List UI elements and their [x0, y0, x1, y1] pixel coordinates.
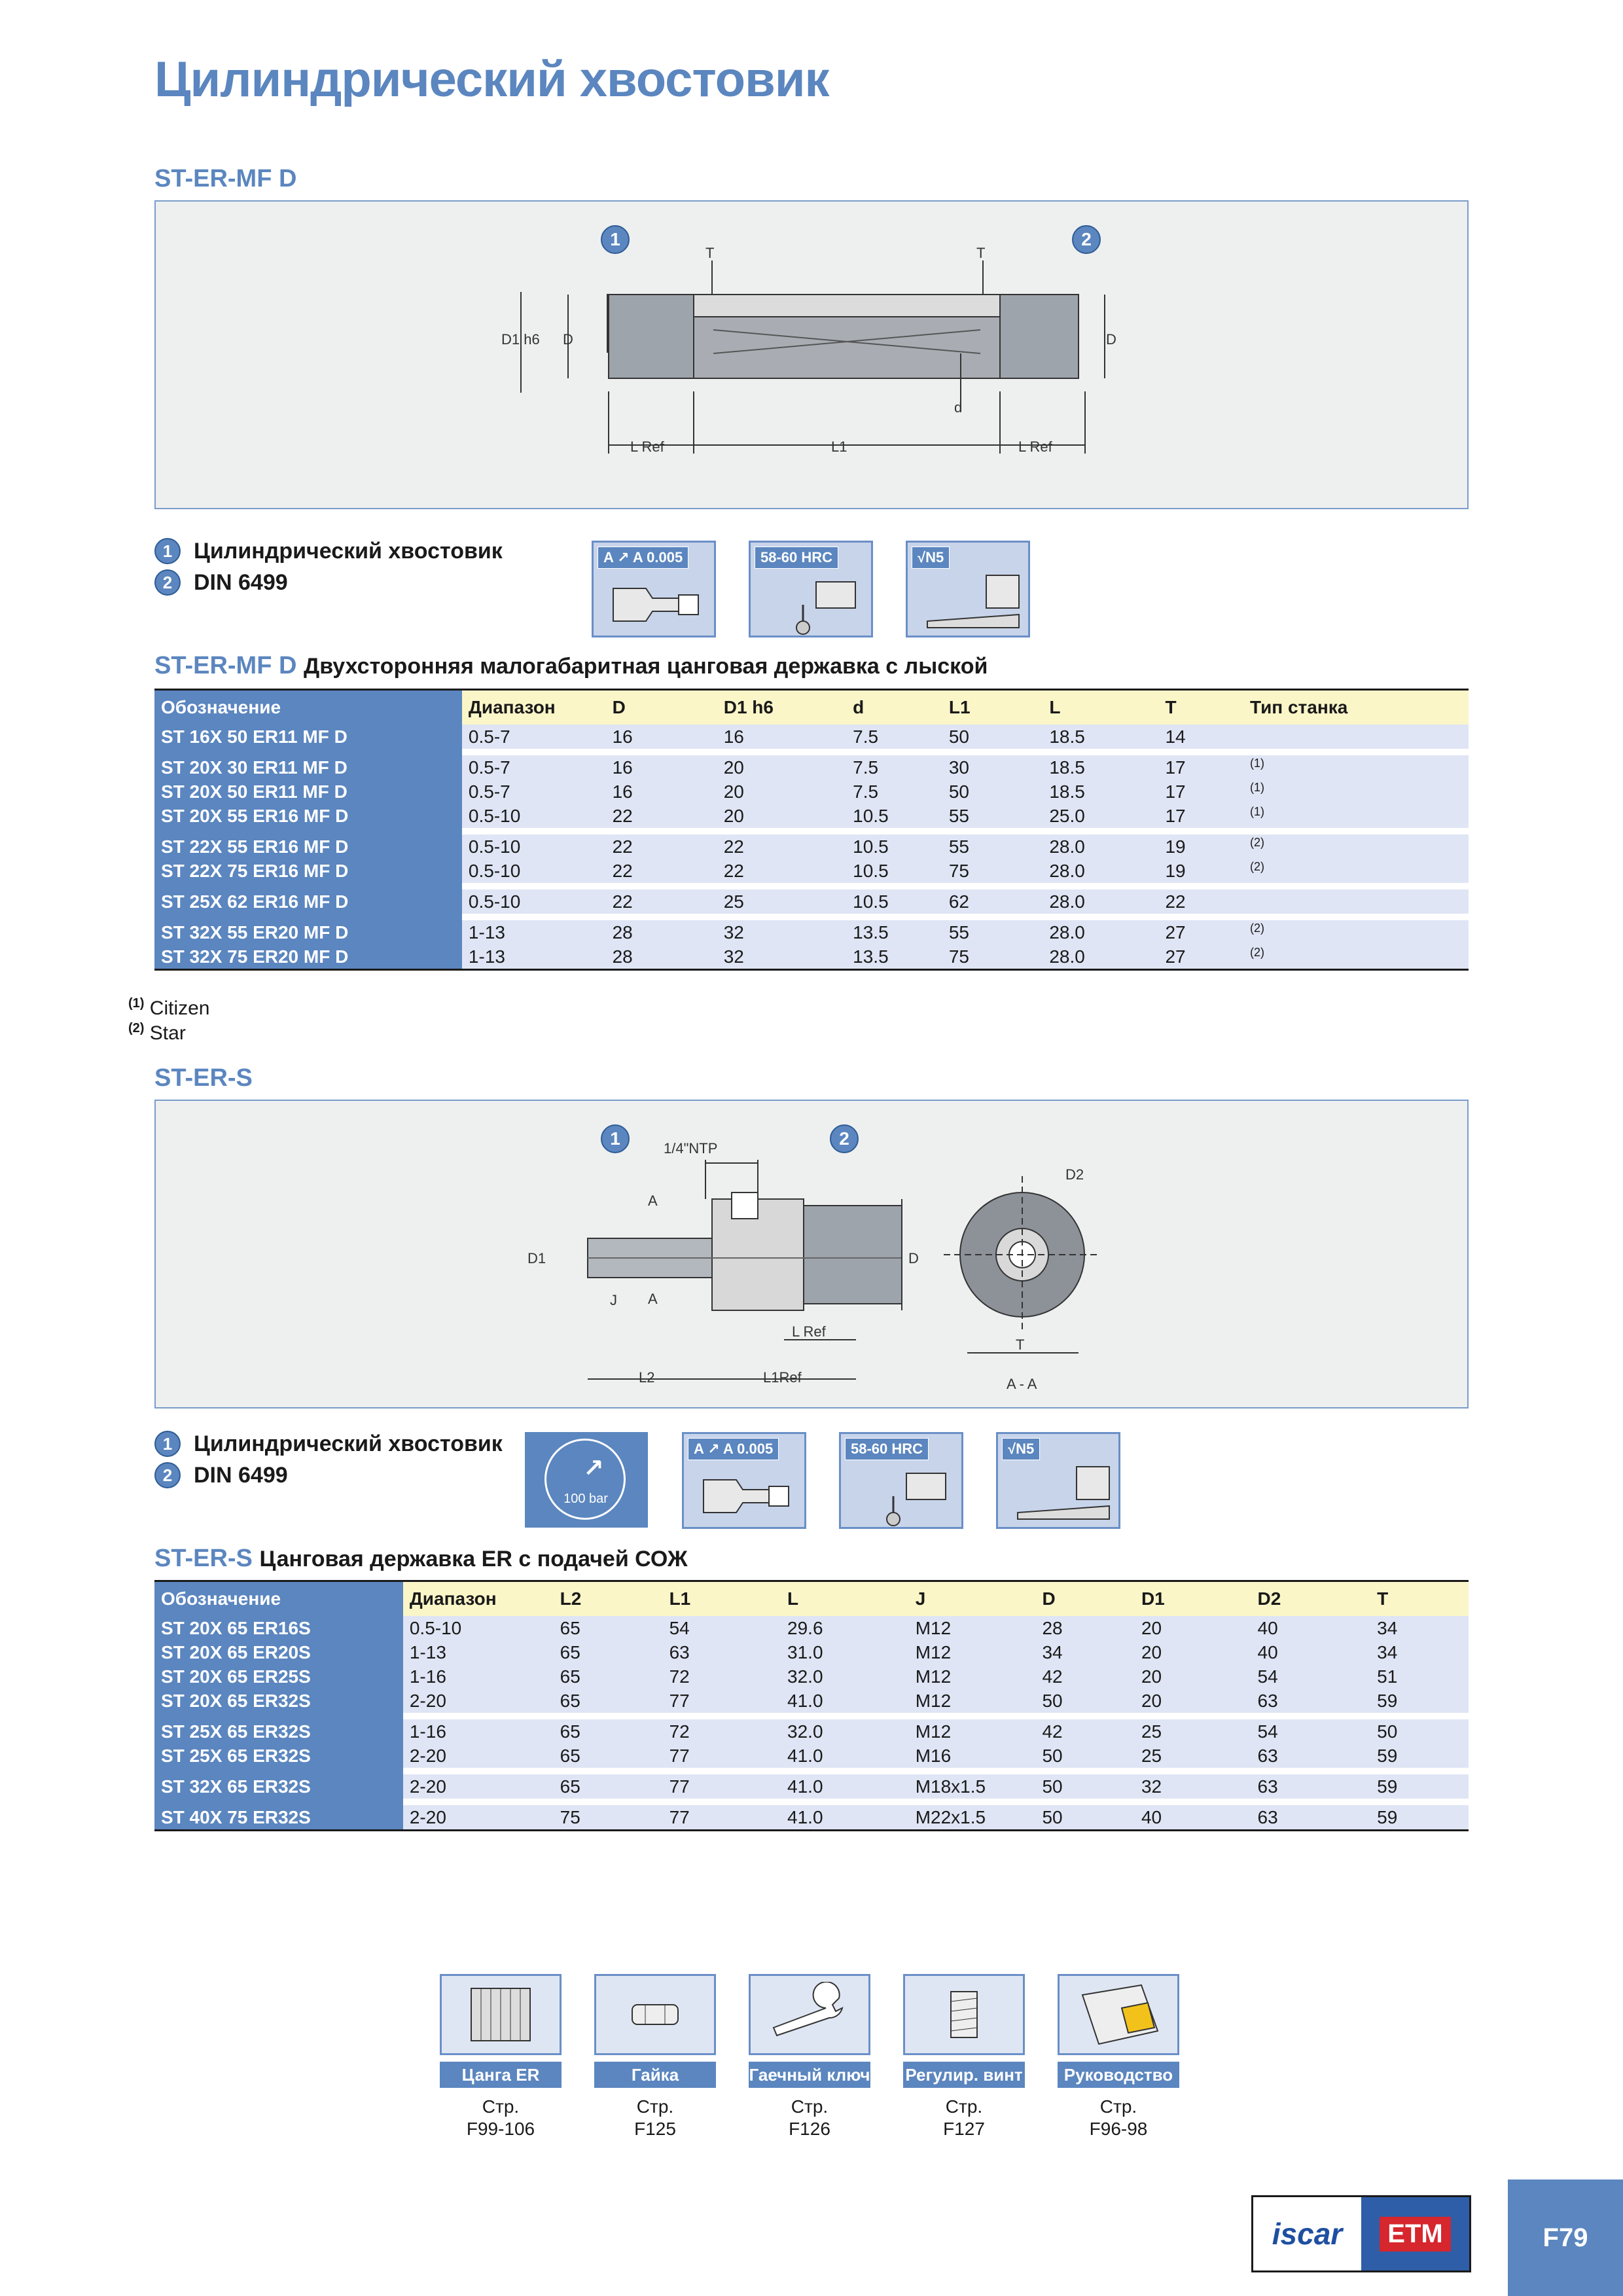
accessory-page: Стр. F96-98: [1089, 2096, 1148, 2139]
accessory-page: Стр. F125: [634, 2096, 676, 2139]
table-cell: 28.0: [1043, 920, 1158, 944]
legend2-num-1: 1: [154, 1431, 181, 1457]
table-cell: 22: [717, 859, 846, 883]
table-cell: ST 25X 62 ER16 MF D: [154, 889, 462, 914]
brand-logos: [1251, 2195, 1471, 2272]
table-cell: M16: [909, 1744, 1036, 1768]
table-cell: 63: [1251, 1744, 1371, 1768]
hardness-icon: [749, 541, 873, 637]
table-cell: 10.5: [846, 859, 942, 883]
dim-t: T: [1016, 1336, 1025, 1353]
dim-l1ref: L1Ref: [763, 1369, 802, 1386]
callout-2: 2: [1072, 225, 1101, 254]
table-cell: 55: [942, 804, 1043, 828]
col-header: d: [846, 690, 942, 725]
table-cell: ST 20X 55 ER16 MF D: [154, 804, 462, 828]
table-cell: 32: [717, 944, 846, 970]
table-cell: 54: [1251, 1719, 1371, 1744]
col-header: Диапазон: [403, 1581, 554, 1617]
table-cell: 75: [942, 859, 1043, 883]
table-row: [154, 1616, 1469, 1640]
table-cell: 63: [1251, 1689, 1371, 1713]
er-s-drawing: [156, 1101, 1467, 1407]
table-cell: 32.0: [781, 1664, 909, 1689]
table-cell: 65: [554, 1744, 663, 1768]
accessory-label: Регулир. винт: [903, 2062, 1025, 2088]
dim-lref: L Ref: [792, 1323, 826, 1340]
table1-heading: ST-ER-MF D Двухсторонняя малогабаритная цанговая державка с лыской: [154, 652, 988, 679]
table-cell: [1243, 889, 1469, 914]
callout-2-s: 2: [830, 1124, 859, 1153]
table-row: [154, 725, 1469, 749]
section1-legend: [154, 538, 503, 596]
section1-diagram: [154, 200, 1469, 509]
table-row: [154, 889, 1469, 914]
screw-icon: [903, 1974, 1025, 2055]
table-cell: 41.0: [781, 1689, 909, 1713]
table-row: [154, 804, 1469, 828]
table-cell: 40: [1251, 1640, 1371, 1664]
col-header: D: [1035, 1581, 1135, 1617]
dim-d-right: D: [1106, 331, 1116, 348]
table-cell: 32.0: [781, 1719, 909, 1744]
accessory-3: [903, 1974, 1025, 2140]
dim-a-bottom: A: [648, 1291, 658, 1307]
table-row: [154, 1805, 1469, 1831]
table-cell: 18.5: [1043, 725, 1158, 749]
table-row: [154, 1689, 1469, 1713]
tolerance-icon-2: [682, 1432, 806, 1529]
tolerance-badge-2: A ↗ A 0.005: [688, 1438, 779, 1460]
dim-npt: 1/4"NTP: [664, 1140, 718, 1157]
page-number: F79: [1508, 2179, 1623, 2296]
table-cell: 17: [1158, 755, 1243, 780]
table-cell: 77: [663, 1744, 781, 1768]
table-row: [154, 780, 1469, 804]
finish-badge-2: √N5: [1002, 1438, 1040, 1460]
table-cell: 0.5-10: [462, 859, 606, 883]
table-row: [154, 1774, 1469, 1799]
table-cell: 16: [606, 755, 717, 780]
table-cell: 50: [942, 780, 1043, 804]
table-cell: 22: [606, 834, 717, 859]
table-row: [154, 859, 1469, 883]
table-cell: 55: [942, 920, 1043, 944]
col-header: L: [1043, 690, 1158, 725]
col-header: D1 h6: [717, 690, 846, 725]
legend-num-1: 1: [154, 538, 181, 564]
table-cell: 2-20: [403, 1774, 554, 1799]
table-cell: 0.5-10: [462, 834, 606, 859]
table-cell: 65: [554, 1774, 663, 1799]
table-row: [154, 1664, 1469, 1689]
page-title: Цилиндрический хвостовик: [154, 52, 829, 107]
table-cell: 20: [1135, 1616, 1251, 1640]
table-cell: 1-16: [403, 1719, 554, 1744]
table-cell: 50: [1370, 1719, 1469, 1744]
col-header: T: [1158, 690, 1243, 725]
table-cell: 7.5: [846, 755, 942, 780]
tolerance-badge: A ↗ A 0.005: [597, 547, 688, 569]
accessory-label: Гайка: [594, 2062, 716, 2088]
accessory-4: [1058, 1974, 1179, 2140]
manual-icon: [1058, 1974, 1179, 2055]
table-cell: 0.5-10: [462, 804, 606, 828]
table-st-er-mf-d: [154, 689, 1469, 971]
finish-badge: √N5: [912, 547, 950, 569]
table-cell: ST 22X 75 ER16 MF D: [154, 859, 462, 883]
table-cell: 65: [554, 1640, 663, 1664]
table-cell: 41.0: [781, 1805, 909, 1831]
col-header: Обозначение: [154, 690, 462, 725]
table-cell: 40: [1135, 1805, 1251, 1831]
table-cell: 27: [1158, 920, 1243, 944]
table2-heading: ST-ER-S Цанговая державка ER с подачей СОЖ: [154, 1545, 688, 1572]
table-cell: 40: [1251, 1616, 1371, 1640]
accessory-page: Стр. F126: [789, 2096, 830, 2139]
table-cell: (2): [1243, 944, 1469, 970]
col-header: L1: [663, 1581, 781, 1617]
accessory-page: Стр. F127: [943, 2096, 985, 2139]
table-cell: M12: [909, 1719, 1036, 1744]
accessory-1: [594, 1974, 716, 2140]
table-cell: 22: [1158, 889, 1243, 914]
table-cell: (2): [1243, 834, 1469, 859]
table-cell: 29.6: [781, 1616, 909, 1640]
table-cell: ST 16X 50 ER11 MF D: [154, 725, 462, 749]
legend2-label-2: DIN 6499: [194, 1462, 288, 1488]
table-cell: 0.5-10: [462, 889, 606, 914]
table-cell: 63: [1251, 1774, 1371, 1799]
table-cell: 22: [717, 834, 846, 859]
table-cell: 72: [663, 1664, 781, 1689]
table-cell: 50: [1035, 1744, 1135, 1768]
dim-a-top: A: [648, 1193, 658, 1209]
col-header: L1: [942, 690, 1043, 725]
table-cell: 34: [1370, 1616, 1469, 1640]
table-cell: 34: [1370, 1640, 1469, 1664]
table-cell: 1-13: [462, 944, 606, 970]
table-cell: M12: [909, 1616, 1036, 1640]
table-cell: (2): [1243, 920, 1469, 944]
table-cell: 59: [1370, 1744, 1469, 1768]
table-cell: 13.5: [846, 944, 942, 970]
table-cell: 63: [1251, 1805, 1371, 1831]
table-cell: 27: [1158, 944, 1243, 970]
table-cell: 28: [606, 944, 717, 970]
table-cell: 17: [1158, 804, 1243, 828]
footnote-2: $^{(2)}$ Star: [128, 1021, 186, 1044]
table-cell: 65: [554, 1689, 663, 1713]
dim-d1h6: D1 h6: [501, 331, 540, 348]
hardness-tester-icon-2: [867, 1467, 959, 1527]
section2-legend: [154, 1431, 503, 1488]
table-cell: 14: [1158, 725, 1243, 749]
table-cell: 54: [1251, 1664, 1371, 1689]
table-st-er-s: [154, 1580, 1469, 1831]
dim-section-aa: A - A: [1007, 1376, 1037, 1392]
table-cell: ST 25X 65 ER32S: [154, 1719, 403, 1744]
table-cell: (2): [1243, 859, 1469, 883]
accessory-2: [749, 1974, 870, 2140]
table-cell: ST 32X 65 ER32S: [154, 1774, 403, 1799]
table-cell: 34: [1035, 1640, 1135, 1664]
col-header: D: [606, 690, 717, 725]
coolant-pressure-badge: [525, 1432, 648, 1528]
table-row: [154, 920, 1469, 944]
table-cell: 50: [942, 725, 1043, 749]
table-cell: 20: [717, 804, 846, 828]
table-cell: 2-20: [403, 1744, 554, 1768]
accessory-label: Цанга ER: [440, 2062, 562, 2088]
accessory-label: Гаечный ключ: [749, 2062, 870, 2088]
table-cell: ST 20X 65 ER20S: [154, 1640, 403, 1664]
table-cell: ST 32X 55 ER20 MF D: [154, 920, 462, 944]
footnote-1: $^{(1)}$ Citizen: [128, 996, 210, 1019]
table-cell: 22: [606, 889, 717, 914]
table-cell: 25.0: [1043, 804, 1158, 828]
table-cell: 65: [554, 1664, 663, 1689]
table-cell: 0.5-7: [462, 780, 606, 804]
legend-label-1: Цилиндрический хвостовик: [194, 538, 503, 564]
col-header: Диапазон: [462, 690, 606, 725]
table-cell: 2-20: [403, 1689, 554, 1713]
dim-t-right: T: [976, 245, 986, 261]
table-cell: 0.5-7: [462, 755, 606, 780]
table-cell: ST 32X 75 ER20 MF D: [154, 944, 462, 970]
table-cell: 75: [554, 1805, 663, 1831]
table-cell: 65: [554, 1616, 663, 1640]
table-cell: 28.0: [1043, 859, 1158, 883]
hardness-icon-2: [839, 1432, 963, 1529]
table-cell: 72: [663, 1719, 781, 1744]
table-cell: 22: [606, 804, 717, 828]
table-cell: 41.0: [781, 1744, 909, 1768]
section1-heading: ST-ER-MF D: [154, 165, 297, 192]
table-cell: 0.5-10: [403, 1616, 554, 1640]
table-cell: 0.5-7: [462, 725, 606, 749]
table-cell: 41.0: [781, 1774, 909, 1799]
table-row: [154, 944, 1469, 970]
table-cell: 28: [1035, 1616, 1135, 1640]
table-cell: 55: [942, 834, 1043, 859]
legend2-label-1: Цилиндрический хвостовик: [194, 1431, 503, 1456]
table-cell: ST 20X 30 ER11 MF D: [154, 755, 462, 780]
table-cell: 1-16: [403, 1664, 554, 1689]
table-cell: 13.5: [846, 920, 942, 944]
col-header: Тип станка: [1243, 690, 1469, 725]
table-cell: 1-13: [403, 1640, 554, 1664]
table-cell: M12: [909, 1640, 1036, 1664]
table-row: [154, 1719, 1469, 1744]
table-cell: 50: [1035, 1774, 1135, 1799]
table-cell: 75: [942, 944, 1043, 970]
table-cell: (1): [1243, 755, 1469, 780]
table-cell: 7.5: [846, 725, 942, 749]
tolerance-icon: [592, 541, 716, 637]
table-header-row: [154, 1581, 1469, 1617]
accessories-bar: [440, 1974, 1179, 2140]
dim-d1: D1: [527, 1250, 546, 1266]
surface-finish-icon: [906, 541, 1030, 637]
table-cell: 28.0: [1043, 889, 1158, 914]
table-cell: (1): [1243, 780, 1469, 804]
table-cell: 63: [663, 1640, 781, 1664]
table-cell: 77: [663, 1805, 781, 1831]
table-cell: ST 20X 65 ER32S: [154, 1689, 403, 1713]
etm-logo: ETM: [1361, 2197, 1469, 2270]
table-cell: 10.5: [846, 834, 942, 859]
table-cell: 22: [606, 859, 717, 883]
iscar-logo: iscar: [1253, 2197, 1361, 2270]
hardness-badge-2: 58-60 HRC: [845, 1438, 929, 1460]
table-cell: 77: [663, 1689, 781, 1713]
table-cell: 50: [1035, 1689, 1135, 1713]
table-row: [154, 834, 1469, 859]
section2-heading: ST-ER-S: [154, 1064, 253, 1092]
col-header: L: [781, 1581, 909, 1617]
tool-holder-icon-2: [697, 1467, 795, 1526]
table-cell: 18.5: [1043, 755, 1158, 780]
table-cell: 59: [1370, 1774, 1469, 1799]
profilometer-icon-2: [1011, 1460, 1116, 1526]
dim-lref-right: L Ref: [1018, 439, 1052, 455]
section2-diagram: [154, 1100, 1469, 1408]
table-cell: 54: [663, 1616, 781, 1640]
table-cell: 28.0: [1043, 944, 1158, 970]
table-cell: 20: [1135, 1640, 1251, 1664]
table-cell: 31.0: [781, 1640, 909, 1664]
table-cell: [1243, 725, 1469, 749]
dim-small-d: d: [954, 399, 963, 416]
table-cell: 50: [1035, 1805, 1135, 1831]
table-cell: 25: [1135, 1719, 1251, 1744]
table-cell: 19: [1158, 859, 1243, 883]
col-header: T: [1370, 1581, 1469, 1617]
dim-t-left: T: [705, 245, 715, 261]
table-cell: 42: [1035, 1719, 1135, 1744]
hardness-tester-icon: [777, 575, 868, 636]
col-header: J: [909, 1581, 1036, 1617]
dim-j: J: [610, 1292, 617, 1308]
table-cell: 62: [942, 889, 1043, 914]
table-cell: 20: [1135, 1689, 1251, 1713]
table-cell: 32: [717, 920, 846, 944]
table-cell: ST 40X 75 ER32S: [154, 1805, 403, 1831]
table-cell: 16: [606, 725, 717, 749]
table-cell: ST 20X 50 ER11 MF D: [154, 780, 462, 804]
legend-num-2: 2: [154, 569, 181, 596]
mf-d-drawing: [156, 202, 1467, 508]
col-header: D2: [1251, 1581, 1371, 1617]
table-cell: 16: [717, 725, 846, 749]
table-cell: 65: [554, 1719, 663, 1744]
accessory-page: Стр. F99-106: [466, 2096, 535, 2139]
dim-d-left: D: [563, 331, 573, 348]
dim-d2: D2: [1065, 1166, 1084, 1183]
table-cell: 28.0: [1043, 834, 1158, 859]
table-header-row: [154, 690, 1469, 725]
table-cell: (1): [1243, 804, 1469, 828]
col-header: D1: [1135, 1581, 1251, 1617]
table-cell: 30: [942, 755, 1043, 780]
dim-l2: L2: [639, 1369, 655, 1386]
dim-l1: L1: [831, 439, 847, 455]
table-cell: 59: [1370, 1805, 1469, 1831]
dim-d: D: [908, 1250, 919, 1266]
table-row: [154, 755, 1469, 780]
nut-icon: [594, 1974, 716, 2055]
table-cell: 17: [1158, 780, 1243, 804]
table-cell: ST 20X 65 ER25S: [154, 1664, 403, 1689]
table-cell: 18.5: [1043, 780, 1158, 804]
table-cell: M18x1.5: [909, 1774, 1036, 1799]
table-cell: 7.5: [846, 780, 942, 804]
table-cell: 25: [1135, 1744, 1251, 1768]
collet-icon: [440, 1974, 562, 2055]
table-cell: M22x1.5: [909, 1805, 1036, 1831]
table-cell: M12: [909, 1689, 1036, 1713]
col-header: Обозначение: [154, 1581, 403, 1617]
callout-1-s: 1: [601, 1124, 630, 1153]
accessory-label: Руководство: [1058, 2062, 1179, 2088]
table-cell: 32: [1135, 1774, 1251, 1799]
dim-lref-left: L Ref: [630, 439, 664, 455]
table-cell: 16: [606, 780, 717, 804]
profilometer-icon: [921, 569, 1026, 634]
table-cell: 28: [606, 920, 717, 944]
table-cell: ST 20X 65 ER16S: [154, 1616, 403, 1640]
tool-holder-icon: [607, 575, 705, 634]
table-cell: M12: [909, 1664, 1036, 1689]
table-cell: 20: [717, 755, 846, 780]
table-cell: ST 25X 65 ER32S: [154, 1744, 403, 1768]
legend-label-2: DIN 6499: [194, 569, 288, 595]
table-cell: 51: [1370, 1664, 1469, 1689]
table-cell: ST 22X 55 ER16 MF D: [154, 834, 462, 859]
wrench-icon: [749, 1974, 870, 2055]
table-cell: 10.5: [846, 889, 942, 914]
col-header: L2: [554, 1581, 663, 1617]
table-cell: 19: [1158, 834, 1243, 859]
table-cell: 20: [717, 780, 846, 804]
surface-finish-icon-2: [996, 1432, 1120, 1529]
table-cell: 20: [1135, 1664, 1251, 1689]
table-cell: 2-20: [403, 1805, 554, 1831]
table-cell: 59: [1370, 1689, 1469, 1713]
table-cell: 42: [1035, 1664, 1135, 1689]
pressure-gauge-icon: ↗ 100 bar: [544, 1439, 626, 1520]
callout-1: 1: [601, 225, 630, 254]
accessory-0: [440, 1974, 562, 2140]
table-cell: 10.5: [846, 804, 942, 828]
hardness-badge: 58-60 HRC: [755, 547, 838, 569]
table-row: [154, 1744, 1469, 1768]
legend2-num-2: 2: [154, 1462, 181, 1488]
table-cell: 77: [663, 1774, 781, 1799]
table-cell: 1-13: [462, 920, 606, 944]
table-cell: 25: [717, 889, 846, 914]
table-row: [154, 1640, 1469, 1664]
